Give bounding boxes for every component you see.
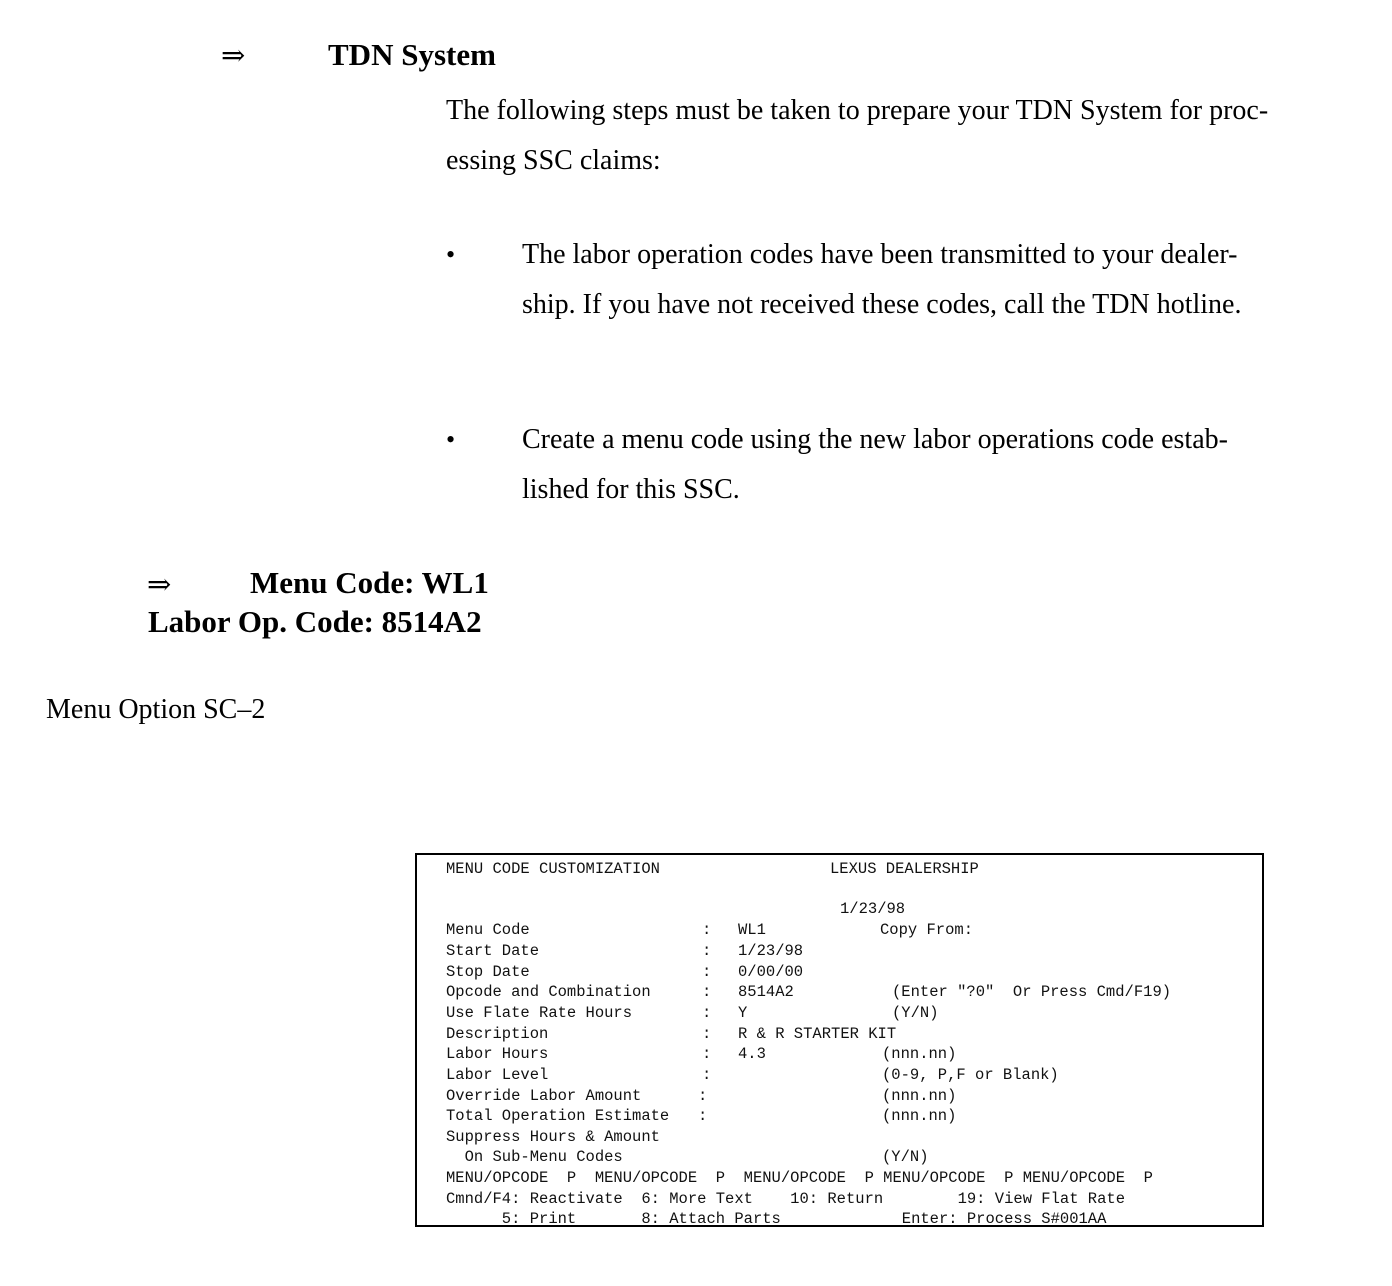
field-label-stop-date: Stop Date [446,963,530,981]
bullet-1-line-2: ship. If you have not received these codes, call the TDN hotline. [522,289,1242,320]
field-value-start-date[interactable]: 1/23/98 [738,942,804,960]
menu-option-label: Menu Option SC–2 [46,694,266,725]
field-hint-override-labor: (nnn.nn) [882,1087,957,1105]
bullet-icon: • [446,240,456,269]
bullet-2-line-1: Create a menu code using the new labor operations code estab- [522,424,1228,455]
field-sep: : [702,942,712,960]
field-sep: : [702,1004,712,1022]
dealership-name: LEXUS DEALERSHIP [830,860,979,878]
field-value-opcode[interactable]: 8514A2 [738,983,794,1001]
field-sep: : [702,963,712,981]
field-label-labor-hours: Labor Hours [446,1045,549,1063]
field-hint-sub-menu: (Y/N) [882,1148,929,1166]
field-label-total-estimate: Total Operation Estimate [446,1107,670,1125]
field-sep: : [702,1045,712,1063]
field-hint-opcode: (Enter "?0" Or Press Cmd/F19) [892,983,1172,1001]
opcode-row: MENU/OPCODE P MENU/OPCODE P MENU/OPCODE P MENU/OPCODE P MENU/OPCODE P [446,1169,1153,1187]
field-label-labor-level: Labor Level [446,1066,549,1084]
field-value-description[interactable]: R & R STARTER KIT [738,1025,897,1043]
heading-arrow: ⇒ [147,569,172,601]
field-sep: : [702,1066,712,1084]
field-label-flat-rate: Use Flate Rate Hours [446,1004,633,1022]
function-keys-row-2: 5: Print 8: Attach Parts Enter: Process S#001AA [446,1210,1107,1228]
field-sep: : [698,1087,708,1105]
field-label-description: Description [446,1025,549,1043]
labor-op-code-heading: Labor Op. Code: 8514A2 [148,604,482,639]
terminal-title: MENU CODE CUSTOMIZATION [446,860,660,878]
heading-arrow: ⇒ [221,40,246,72]
field-value-stop-date[interactable]: 0/00/00 [738,963,804,981]
field-label-sub-menu: On Sub-Menu Codes [446,1148,623,1166]
section-heading-tdn-system: TDN System [328,37,496,72]
bullet-1-line-1: The labor operation codes have been transmitted to your dealer- [522,239,1238,270]
field-label-menu-code: Menu Code [446,921,530,939]
field-label-start-date: Start Date [446,942,540,960]
intro-line-2: essing SSC claims: [446,145,661,176]
bullet-icon: • [446,425,456,454]
field-hint-total-estimate: (nnn.nn) [882,1107,957,1125]
terminal-date: 1/23/98 [840,900,906,918]
field-label-override-labor: Override Labor Amount [446,1087,642,1105]
field-label-opcode: Opcode and Combination [446,983,651,1001]
field-hint-labor-hours: (nnn.nn) [882,1045,957,1063]
bullet-2-line-2: lished for this SSC. [522,474,740,505]
field-sep: : [702,921,712,939]
field-hint-labor-level: (0-9, P,F or Blank) [882,1066,1059,1084]
field-value-labor-hours[interactable]: 4.3 [738,1045,766,1063]
field-sep: : [702,1025,712,1043]
field-sep: : [698,1107,708,1125]
field-value-menu-code[interactable]: WL1 [738,921,766,939]
field-label-suppress: Suppress Hours & Amount [446,1128,660,1146]
function-keys-row-1: Cmnd/F4: Reactivate 6: More Text 10: Return 19: View Flat Rate [446,1190,1126,1208]
field-hint-flat-rate: (Y/N) [892,1004,939,1022]
field-value-flat-rate[interactable]: Y [738,1004,748,1022]
menu-code-heading: Menu Code: WL1 [250,565,489,600]
field-sep: : [702,983,712,1001]
terminal-screen [415,853,1264,1227]
intro-line-1: The following steps must be taken to prepare your TDN System for proc- [446,95,1269,126]
field-hint-copy-from: Copy From: [880,921,974,939]
